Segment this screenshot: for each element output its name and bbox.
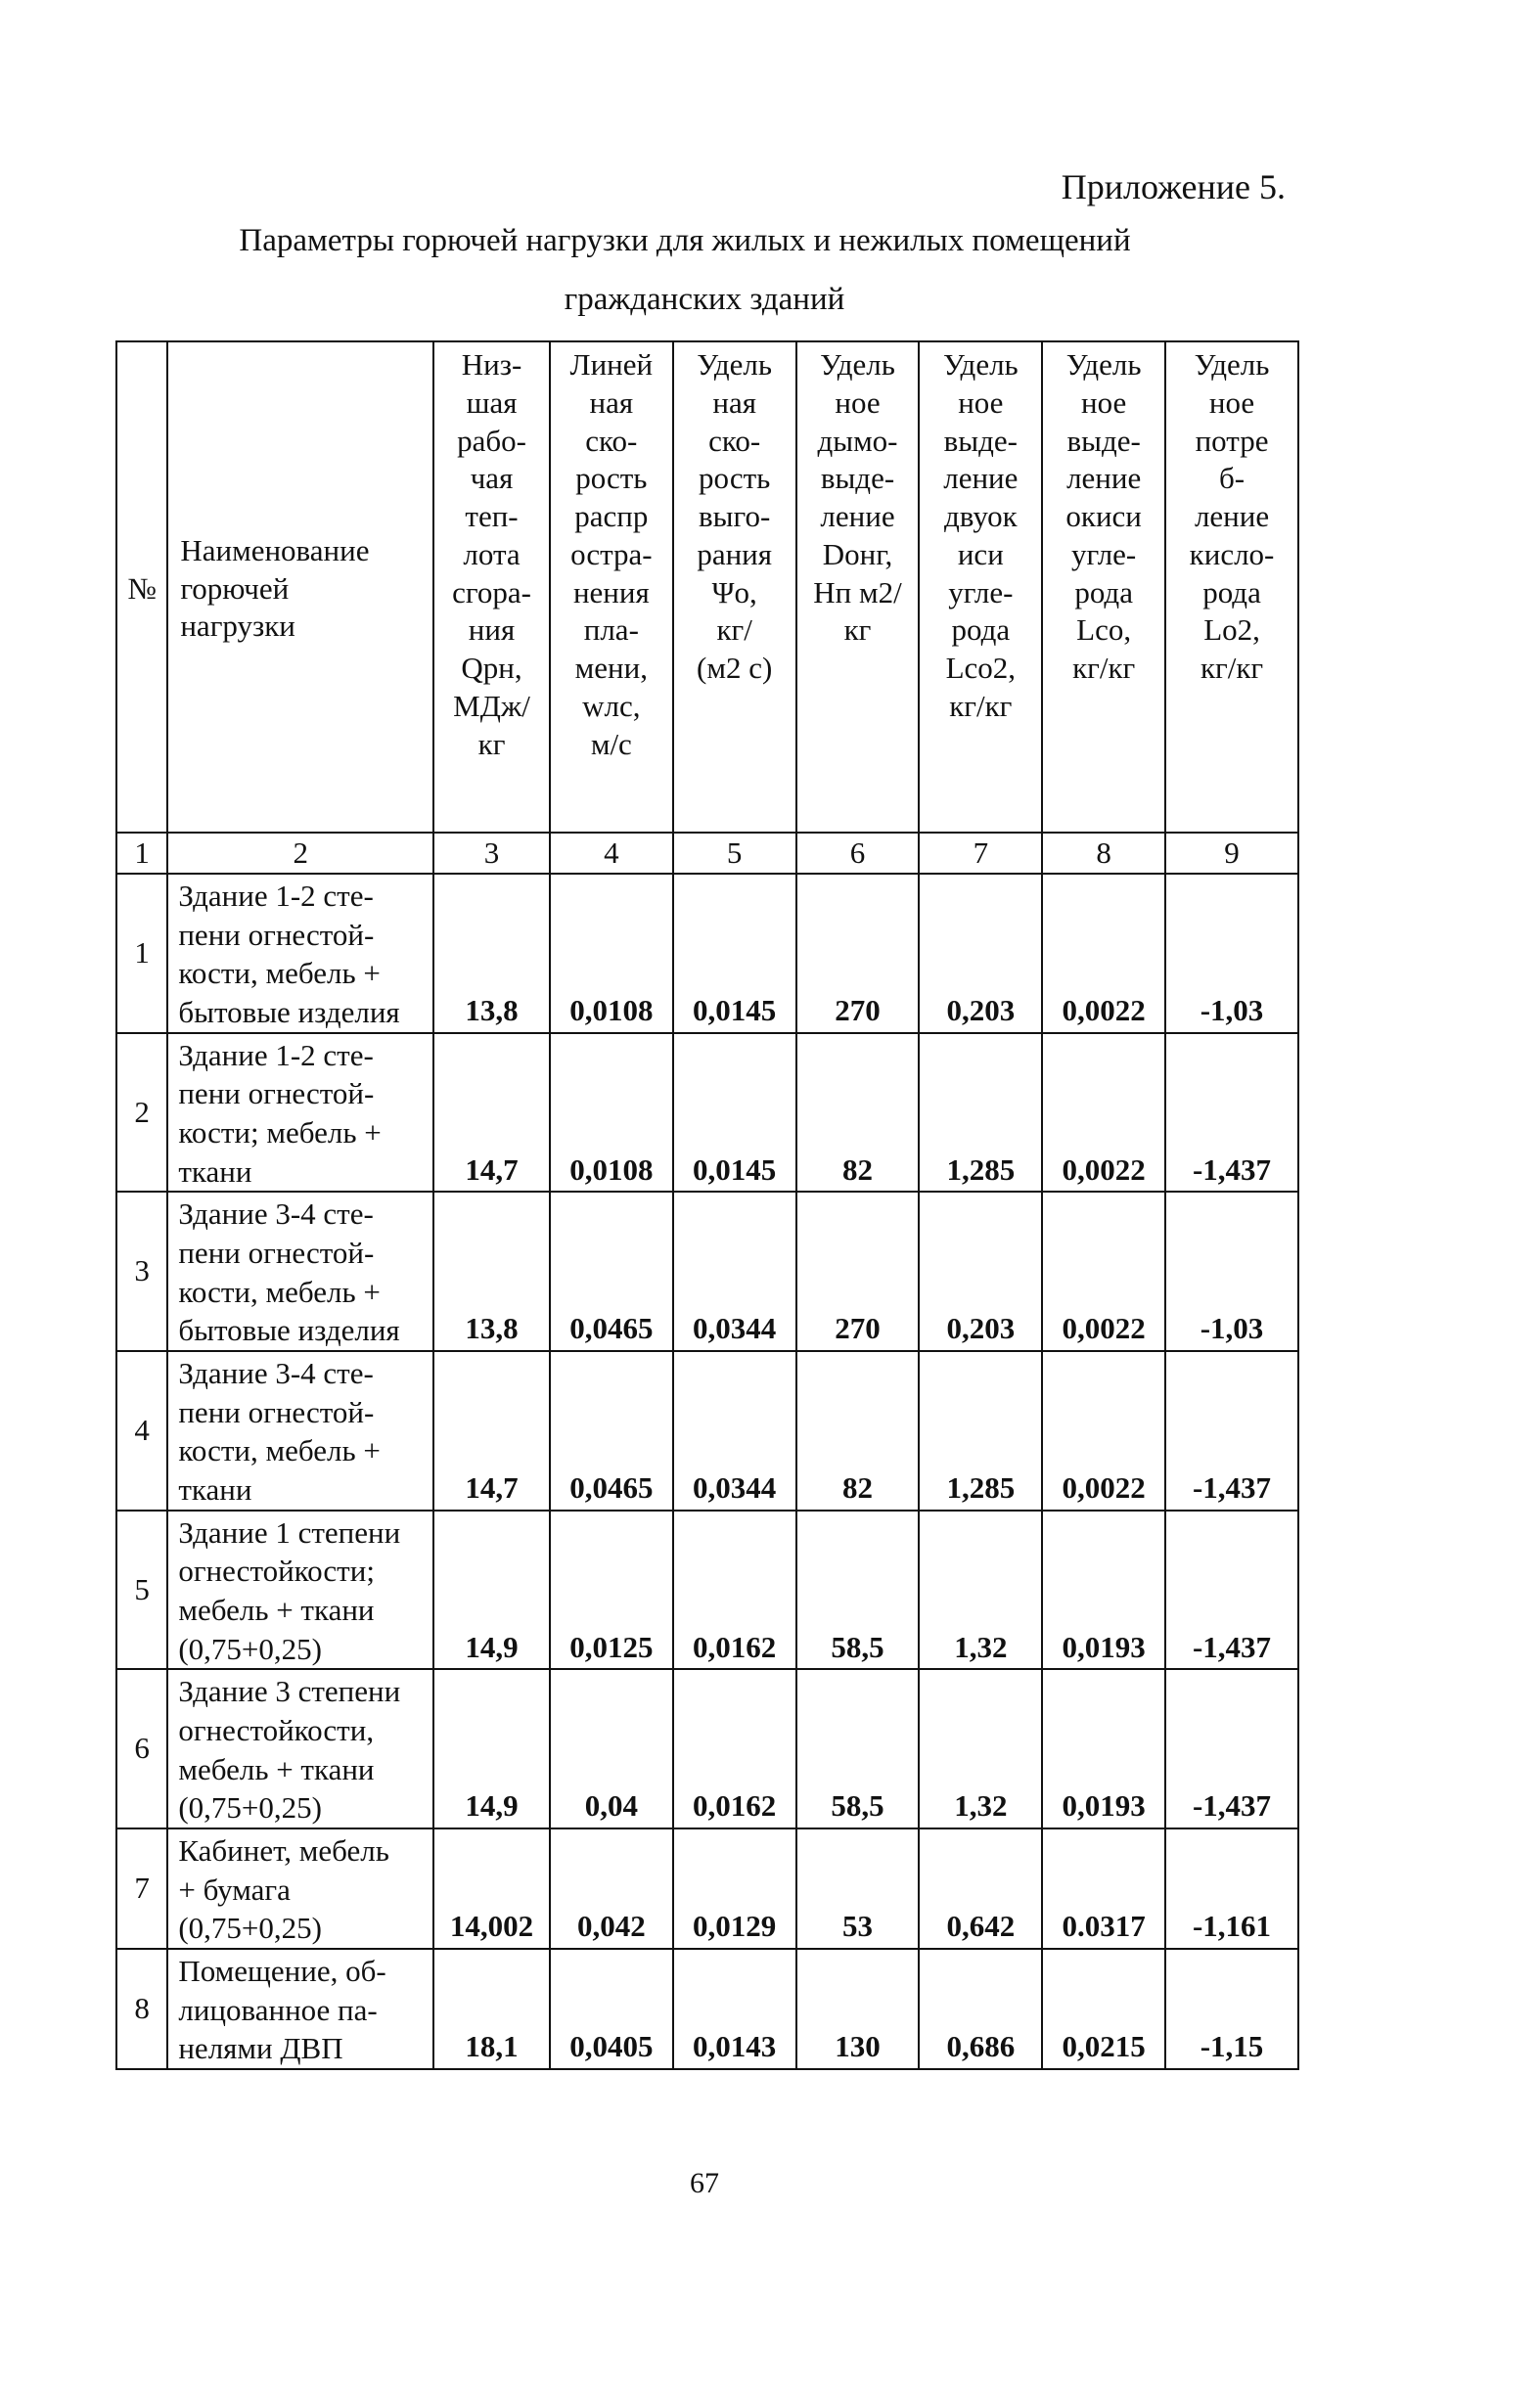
column-number-row — [116, 833, 1298, 874]
value-cell: 0,0465 — [550, 1192, 673, 1351]
value-cell: 0.0317 — [1042, 1828, 1165, 1949]
row-number: 6 — [116, 1669, 167, 1828]
load-name: Здание 1-2 сте- пени огнестой- кости, мебель + бытовые изделия — [167, 874, 433, 1033]
value-cell: 14,7 — [433, 1351, 550, 1511]
value-cell: 0,0145 — [673, 874, 796, 1033]
value-cell: 0,0193 — [1042, 1511, 1165, 1670]
value-cell: 13,8 — [433, 1192, 550, 1351]
value-cell: 0,0143 — [673, 1949, 796, 2069]
value-cell: 0,0405 — [550, 1949, 673, 2069]
value-cell: 58,5 — [796, 1669, 920, 1828]
value-cell: 0,0344 — [673, 1351, 796, 1511]
table-row — [116, 1351, 1298, 1511]
value-cell: 58,5 — [796, 1511, 920, 1670]
value-cell: 14,9 — [433, 1511, 550, 1670]
row-number: 3 — [116, 1192, 167, 1351]
value-cell: 270 — [796, 874, 920, 1033]
value-cell: 18,1 — [433, 1949, 550, 2069]
value-cell: 1,32 — [919, 1669, 1042, 1828]
value-cell: 0,0465 — [550, 1351, 673, 1511]
value-cell: 0,0108 — [550, 874, 673, 1033]
table-row — [116, 1828, 1298, 1949]
value-cell: -1,437 — [1165, 1351, 1298, 1511]
table-row — [116, 1033, 1298, 1193]
value-cell: 0,0162 — [673, 1511, 796, 1670]
table-row — [116, 1511, 1298, 1670]
table-row — [116, 1949, 1298, 2069]
column-number: 7 — [919, 833, 1042, 874]
row-number: 4 — [116, 1351, 167, 1511]
column-number: 9 — [1165, 833, 1298, 874]
row-number: 1 — [116, 874, 167, 1033]
table-title: Параметры горючей нагрузки для жилых и нежилых помещений — [239, 223, 1131, 258]
value-cell: -1,437 — [1165, 1033, 1298, 1193]
load-name: Здание 1-2 сте- пени огнестой- кости; мебель + ткани — [167, 1033, 433, 1193]
value-cell: 0,642 — [919, 1828, 1042, 1949]
load-name: Здание 3-4 сте- пени огнестой- кости, мебель + бытовые изделия — [167, 1192, 433, 1351]
value-cell: 14,7 — [433, 1033, 550, 1193]
page-number: 67 — [690, 2167, 719, 2199]
value-cell: 14,002 — [433, 1828, 550, 1949]
row-number: 2 — [116, 1033, 167, 1193]
table-row — [116, 874, 1298, 1033]
column-number: 4 — [550, 833, 673, 874]
load-name: Здание 3-4 сте- пени огнестой- кости, мебель + ткани — [167, 1351, 433, 1511]
column-number: 6 — [796, 833, 920, 874]
column-number: 5 — [673, 833, 796, 874]
row-number: 7 — [116, 1828, 167, 1949]
load-name: Помещение, об- лицованное па- нелями ДВП — [167, 1949, 433, 2069]
value-cell: 0,0108 — [550, 1033, 673, 1193]
row-number: 8 — [116, 1949, 167, 2069]
value-cell: 0,0022 — [1042, 1351, 1165, 1511]
value-cell: 0,04 — [550, 1669, 673, 1828]
value-cell: -1,437 — [1165, 1669, 1298, 1828]
value-cell: 0,203 — [919, 874, 1042, 1033]
row-number: 5 — [116, 1511, 167, 1670]
value-cell: -1,15 — [1165, 1949, 1298, 2069]
value-cell: 130 — [796, 1949, 920, 2069]
header-cell-co-emission: Удель ное выде- ление окиси угле- рода Lco, кг/кг — [1042, 341, 1165, 833]
value-cell: 82 — [796, 1351, 920, 1511]
value-cell: -1,03 — [1165, 1192, 1298, 1351]
value-cell: -1,437 — [1165, 1511, 1298, 1670]
value-cell: 82 — [796, 1033, 920, 1193]
table-row — [116, 1192, 1298, 1351]
value-cell: 13,8 — [433, 874, 550, 1033]
value-cell: 0,0022 — [1042, 874, 1165, 1033]
header-cell-heat-of-combustion: Низ- шая рабо- чая теп- лота сгора- ния Qрн, МДж/ кг — [433, 341, 550, 833]
value-cell: 0,042 — [550, 1828, 673, 1949]
value-cell: 0,0145 — [673, 1033, 796, 1193]
value-cell: 0,203 — [919, 1192, 1042, 1351]
value-cell: 270 — [796, 1192, 920, 1351]
value-cell: 0,0022 — [1042, 1192, 1165, 1351]
header-cell-flame-spread-speed: Линей ная ско- рость распр остра- нения пла- мени, wлс, м/с — [550, 341, 673, 833]
value-cell: 0,0215 — [1042, 1949, 1165, 2069]
header-cell-co2-emission: Удель ное выде- ление двуок иси угле- рода Lco2, кг/кг — [919, 341, 1042, 833]
header-cell-number: № — [116, 341, 167, 833]
value-cell: 0,686 — [919, 1949, 1042, 2069]
value-cell: 1,285 — [919, 1033, 1042, 1193]
value-cell: -1,161 — [1165, 1828, 1298, 1949]
header-cell-burnout-rate: Удель ная ско- рость выго- рания Ψo, кг/ (м2 с) — [673, 341, 796, 833]
appendix-label: Приложение 5. — [1061, 167, 1286, 206]
value-cell: 53 — [796, 1828, 920, 1949]
table-subtitle: гражданских зданий — [564, 282, 845, 317]
load-name: Здание 3 степени огнестойкости, мебель + ткани (0,75+0,25) — [167, 1669, 433, 1828]
column-number: 2 — [167, 833, 433, 874]
column-number: 3 — [433, 833, 550, 874]
header-cell-o2-consumption: Удель ное потре б- ление кисло- рода Lo2, кг/кг — [1165, 341, 1298, 833]
header-cell-name: Наименование горючей нагрузки — [167, 341, 433, 833]
combustible-load-table — [115, 340, 1299, 2070]
load-name: Здание 1 степени огнестойкости; мебель + ткани (0,75+0,25) — [167, 1511, 433, 1670]
value-cell: 1,285 — [919, 1351, 1042, 1511]
value-cell: 0,0162 — [673, 1669, 796, 1828]
header-cell-smoke-generation: Удель ное дымо- выде- ление Doнг, Нп м2/ кг — [796, 341, 920, 833]
value-cell: 0,0125 — [550, 1511, 673, 1670]
table-row — [116, 1669, 1298, 1828]
value-cell: 0,0193 — [1042, 1669, 1165, 1828]
value-cell: 0,0022 — [1042, 1033, 1165, 1193]
column-number: 8 — [1042, 833, 1165, 874]
value-cell: -1,03 — [1165, 874, 1298, 1033]
value-cell: 0,0129 — [673, 1828, 796, 1949]
value-cell: 0,0344 — [673, 1192, 796, 1351]
value-cell: 1,32 — [919, 1511, 1042, 1670]
column-number: 1 — [116, 833, 167, 874]
load-name: Кабинет, мебель + бумага (0,75+0,25) — [167, 1828, 433, 1949]
value-cell: 14,9 — [433, 1669, 550, 1828]
